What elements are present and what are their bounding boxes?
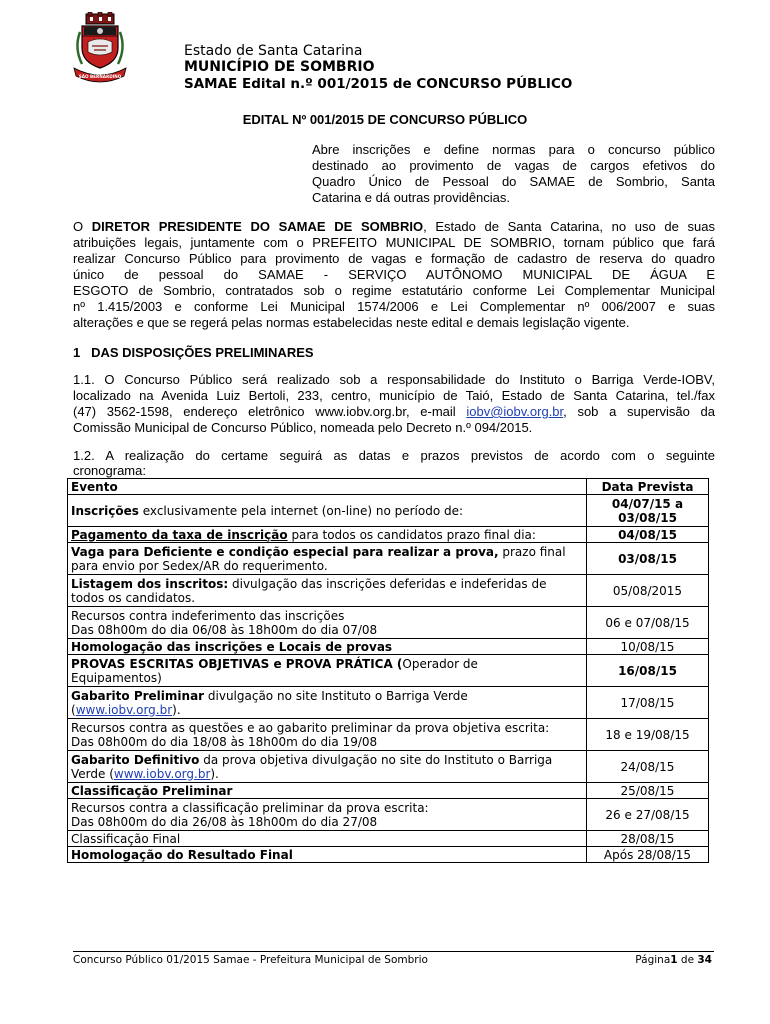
table-row bbox=[68, 831, 709, 847]
p11-text: (47) 3562-1598, endereço eletrônico www.iobv.org.br, e-mail bbox=[73, 404, 467, 419]
footer-of: de bbox=[677, 954, 698, 966]
table-header-event: Evento bbox=[68, 479, 587, 495]
event-cell bbox=[68, 607, 587, 639]
event-cell: Classificação Preliminar bbox=[68, 783, 587, 799]
date-cell: 04/08/15 bbox=[587, 527, 709, 543]
event-text: todos os candidatos. bbox=[71, 590, 196, 605]
date-cell: 05/08/2015 bbox=[587, 575, 709, 607]
section-heading: 1 DAS DISPOSIÇÕES PRELIMINARES bbox=[73, 345, 314, 360]
p11-line bbox=[73, 404, 715, 420]
date-cell: 18 e 19/08/15 bbox=[587, 719, 709, 751]
abstract-line: Abre inscrições e define normas para o concurso público bbox=[312, 142, 715, 157]
event-text: divulgação das inscrições deferidas e indeferidas de bbox=[228, 576, 547, 591]
intro-line: único de pessoal do SAMAE - SERVIÇO AUTÔNOMO MUNICIPAL DE ÁGUA E bbox=[73, 267, 715, 282]
event-text: Verde ( bbox=[71, 766, 114, 781]
event-bold: PROVAS ESCRITAS OBJETIVAS e PROVA PRÁTICA ( bbox=[71, 656, 403, 671]
event-cell bbox=[68, 543, 587, 575]
event-cell: Classificação Final bbox=[68, 831, 587, 847]
iobv-website-link[interactable]: www.iobv.org.br bbox=[113, 766, 211, 781]
event-text: Operador de bbox=[402, 656, 478, 671]
date-cell: 10/08/15 bbox=[587, 639, 709, 655]
p11-line: Comissão Municipal de Concurso Público, nomeada pelo Decreto n.º 094/2015. bbox=[73, 420, 533, 435]
paragraph-1-2 bbox=[73, 448, 715, 478]
event-cell bbox=[68, 751, 587, 783]
footer-total-pages: 34 bbox=[697, 954, 712, 966]
date-cell: 03/08/15 bbox=[587, 543, 709, 575]
intro-bold-title: DIRETOR PRESIDENTE DO SAMAE DE SOMBRIO bbox=[91, 219, 424, 234]
event-text: exclusivamente pela internet (on-line) no período de: bbox=[138, 503, 464, 518]
event-text: Recursos contra as questões e ao gabarito preliminar da prova objetiva escrita: bbox=[71, 720, 550, 735]
intro-line bbox=[73, 219, 715, 235]
event-cell bbox=[68, 527, 587, 543]
event-cell bbox=[68, 799, 587, 831]
event-cell bbox=[68, 719, 587, 751]
abstract-line: Catarina e dá outras providências. bbox=[312, 190, 511, 205]
table-row bbox=[68, 783, 709, 799]
iobv-website-link[interactable]: www.iobv.org.br bbox=[75, 702, 173, 717]
date-cell: 28/08/15 bbox=[587, 831, 709, 847]
event-text: Recursos contra a classificação preliminar da prova escrita: bbox=[71, 800, 429, 815]
header-edital: SAMAE Edital n.º 001/2015 de CONCURSO PÚBLICO bbox=[184, 76, 573, 92]
event-cell: Homologação do Resultado Final bbox=[68, 847, 587, 863]
table-header-row bbox=[68, 479, 709, 495]
event-text: ). bbox=[210, 766, 219, 781]
table-row bbox=[68, 495, 709, 527]
date-text: 04/07/15 a bbox=[611, 496, 684, 511]
event-text: divulgação no site Instituto o Barriga Verde bbox=[204, 688, 468, 703]
event-bold: Inscrições bbox=[71, 503, 139, 518]
table-row bbox=[68, 527, 709, 543]
table-row bbox=[68, 655, 709, 687]
table-header-date: Data Prevista bbox=[587, 479, 709, 495]
event-text: Recursos contra indeferimento das inscrições bbox=[71, 608, 345, 623]
event-bold: Gabarito Definitivo bbox=[71, 752, 200, 767]
date-cell bbox=[587, 495, 709, 527]
header-municipality: MUNICÍPIO DE SOMBRIO bbox=[184, 59, 375, 75]
intro-line: nº 1.415/2003 e conforme Lei Municipal 1574/2006 e Lei Complementar nº 006/2007 e suas bbox=[73, 299, 715, 314]
table-row bbox=[68, 847, 709, 863]
table-row bbox=[68, 751, 709, 783]
p12-line: 1.2. A realização do certame seguirá as datas e prazos previstos de acordo com o seguinte bbox=[73, 448, 715, 463]
municipal-coat-of-arms-logo bbox=[72, 12, 128, 84]
date-cell: 26 e 27/08/15 bbox=[587, 799, 709, 831]
header-state: Estado de Santa Catarina bbox=[184, 43, 363, 59]
date-cell: 16/08/15 bbox=[587, 655, 709, 687]
table-row bbox=[68, 575, 709, 607]
event-cell bbox=[68, 687, 587, 719]
p11-line: 1.1. O Concurso Público será realizado sob a responsabilidade do Instituto o Barriga Verde-IOBV, bbox=[73, 372, 715, 387]
intro-line: alterações e que se regerá pelas normas estabelecidas neste edital e demais legislação vigente. bbox=[73, 315, 630, 330]
event-text: da prova objetiva divulgação no site do Instituto o Barriga bbox=[199, 752, 553, 767]
table-row bbox=[68, 543, 709, 575]
schedule-table bbox=[67, 478, 709, 863]
event-text: prazo final bbox=[498, 544, 566, 559]
paragraph-1-1 bbox=[73, 372, 715, 436]
event-text: Das 08h00m do dia 26/08 às 18h00m do dia 27/08 bbox=[71, 814, 378, 829]
footer-current-page: 1 bbox=[670, 954, 678, 966]
event-bold: Pagamento da taxa de inscrição bbox=[71, 527, 288, 542]
abstract-paragraph bbox=[312, 142, 715, 206]
footer-document-name: Concurso Público 01/2015 Samae - Prefeitura Municipal de Sombrio bbox=[73, 954, 428, 966]
event-text: Das 08h00m do dia 06/08 às 18h00m do dia 07/08 bbox=[71, 622, 378, 637]
event-cell bbox=[68, 655, 587, 687]
date-cell: Após 28/08/15 bbox=[587, 847, 709, 863]
event-text: Das 08h00m do dia 18/08 às 18h00m do dia 19/08 bbox=[71, 734, 378, 749]
event-text: para todos os candidatos prazo final dia: bbox=[287, 527, 536, 542]
intro-text: O bbox=[73, 219, 92, 234]
intro-paragraph bbox=[73, 219, 715, 331]
date-text: 03/08/15 bbox=[618, 510, 677, 525]
table-row bbox=[68, 799, 709, 831]
event-cell: Homologação das inscrições e Locais de provas bbox=[68, 639, 587, 655]
event-bold: Gabarito Preliminar bbox=[71, 688, 205, 703]
date-cell: 06 e 07/08/15 bbox=[587, 607, 709, 639]
event-text: ). bbox=[172, 702, 181, 717]
abstract-line: Quadro Único de Pessoal do SAMAE de Sombrio, Santa bbox=[312, 174, 715, 189]
event-bold: Vaga para Deficiente e condição especial para realizar a prova, bbox=[71, 544, 499, 559]
logo-ribbon-text: SÃO BERNARDINO bbox=[78, 74, 122, 79]
p11-text: , sob a supervisão da bbox=[563, 404, 716, 419]
email-link[interactable]: iobv@iobv.org.br bbox=[466, 404, 564, 419]
date-cell: 17/08/15 bbox=[587, 687, 709, 719]
footer-divider bbox=[73, 951, 714, 952]
p12-line: cronograma: bbox=[73, 463, 146, 478]
table-row bbox=[68, 607, 709, 639]
footer-page-label: Página bbox=[635, 954, 671, 966]
table-row bbox=[68, 687, 709, 719]
date-cell: 24/08/15 bbox=[587, 751, 709, 783]
intro-line: ESGOTO de Sombrio, contratados sob o regime estatutário conforme Lei Complementar Municipal bbox=[73, 283, 715, 298]
date-cell: 25/08/15 bbox=[587, 783, 709, 799]
event-text: Equipamentos) bbox=[71, 670, 162, 685]
table-row bbox=[68, 639, 709, 655]
abstract-line: destinado ao provimento de vagas de cargos efetivos do bbox=[312, 158, 715, 173]
event-text: ( bbox=[71, 702, 76, 717]
intro-line: realizar Concurso Público para provimento de vagas e formação de cadastro de reserva do quadro bbox=[73, 251, 715, 266]
event-text: para envio por Sedex/AR do requerimento. bbox=[71, 558, 328, 573]
event-cell bbox=[68, 495, 587, 527]
table-row bbox=[68, 719, 709, 751]
event-cell bbox=[68, 575, 587, 607]
event-bold: Listagem dos inscritos: bbox=[71, 576, 229, 591]
intro-text: , Estado de Santa Catarina, no uso de suas bbox=[423, 219, 715, 234]
document-title: EDITAL Nº 001/2015 DE CONCURSO PÚBLICO bbox=[242, 112, 528, 127]
intro-line: atribuições legais, juntamente com o PREFEITO MUNICIPAL DE SOMBRIO, tornam público que fará bbox=[73, 235, 715, 250]
p11-line: localizado na Avenida Luiz Bertoli, 233, centro, município de Taió, Estado de Santa Catarina, tel./fax bbox=[73, 388, 715, 403]
footer-page-number bbox=[620, 954, 712, 966]
